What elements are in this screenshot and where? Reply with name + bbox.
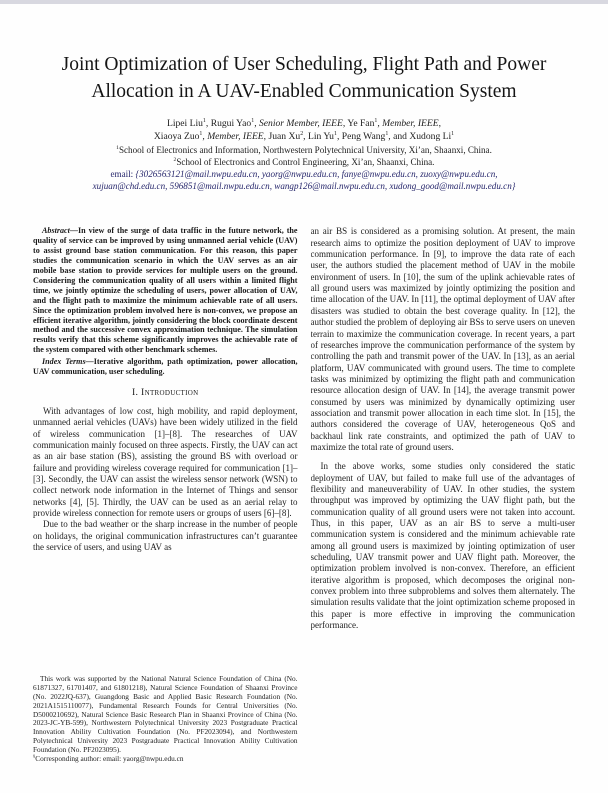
author-name: Xiaoya Zuo bbox=[153, 130, 200, 142]
corresponding-author-note: §Corresponding author: email: yaorg@nwpu.edu.cn bbox=[33, 753, 184, 763]
author-name: , Juan Xu bbox=[263, 130, 301, 142]
intro-paragraph-1: With advantages of low cost, high mobility, and rapid deployment, unmanned aerial vehicles (UAVs) have been widely utilized in the field of wireless communication [1]–[8]. The researches of UAV communication mainly focused on three aspects. Firstly, the UAV can act as an air base station (BS), assisting the ground BS with overload or failure and providing wireless coverage required for communication [1]–[3]. Secondly, the UAV can assist the wireless sensor network (WSN) to collect network node information in the Internet of Things and sensor networks [4], [5]. Thirdly, the UAV can be used as an aerial relay to provide wireless connection for remote users or groups of users [6]–[8]. bbox=[33, 406, 298, 519]
email-addresses: {3026563121@mail.nwpu.edu.cn, yaorg@nwpu.edu.cn, fanye@nwpu.edu.cn, zuoxy@nwpu.edu.cn, bbox=[135, 169, 498, 179]
intro-paragraph-2: Due to the bad weather or the sharp increase in the number of people on holidays, the original communication infrastructures can’t guarantee the service of users, and using UAV as bbox=[33, 519, 298, 553]
affiliation-mark: 1 bbox=[199, 130, 203, 137]
affiliation-mark: 2 bbox=[173, 156, 177, 163]
email-line-2 bbox=[0, 180, 608, 192]
contribution-paragraph: In the above works, some studies only considered the static deployment of UAV, but failed to make full use of the advantages of flexibility and maneuverability of UAV. In other studies, the system throughput was improved by optimizing the UAV flight path, but the communication quality of all ground users were not taken into account. Thus, in this paper, UAV as an air BS to serve a multi-user communication system is considered and the minimum achievable rate among all ground users is maximized by jointing optimization of user scheduling, UAV transmit power and UAV flight path. Moreover, the optimization problem involved is non-convex. Therefore, an efficient iterative algorithm is proposed, which decomposes the original non-convex problem into three subproblems and solves them alternately. The simulation results validate that the joint optimization scheme proposed in this paper is more effective in improving the communication performance. bbox=[310, 461, 575, 631]
author-line-2: Xiaoya Zuo$^1$, Member, IEEE, Juan Xu$^2$, Lin Yu$^1$, Peng Wang$^1$, and Xudong Li$^1$ bbox=[153, 130, 455, 142]
corresponding-mark: § bbox=[33, 753, 36, 759]
affiliation-1: $^1$School of Electronics and Information, Northwestern Polytechnical University, Xi’an, Shaanxi, China. bbox=[116, 144, 492, 155]
member-grade: Member, IEEE bbox=[207, 130, 264, 142]
author-name: Lipei Liu bbox=[166, 118, 203, 129]
member-grade: Senior Member, IEEE bbox=[258, 118, 343, 129]
abstract-label: Abstract— bbox=[42, 226, 78, 236]
affiliation-mark: 1 bbox=[202, 117, 206, 124]
affiliation-mark: 1 bbox=[374, 117, 378, 124]
author-name: , Peng Wang bbox=[336, 130, 386, 142]
email-line-1 bbox=[0, 168, 608, 180]
two-column-body bbox=[33, 226, 575, 763]
affiliation-2: $^2$School of Electronics and Control Engineering, Xi’an, Shaanxi, China. bbox=[173, 156, 435, 167]
footnote-block bbox=[33, 675, 298, 763]
paper-title: Joint Optimization of User Scheduling, Flight Path and Power Allocation in A UAV-Enabled Communication System bbox=[61, 54, 547, 102]
author-name: , Ye Fan bbox=[342, 118, 375, 129]
affiliation-mark: 1 bbox=[451, 130, 455, 137]
right-column bbox=[311, 226, 576, 763]
author-name: , Lin Yu bbox=[303, 130, 334, 142]
funding-note: This work was supported by the National Natural Science Foundation of China (No. 61871327, 61701407, and 61801218), Natural Science Foundation of Shaanxi Province (No. 2022JQ-637), Guangdong Basic and Applied Basic Research Foundation (No. 2021A1515110077), Fundamental Research Founds for Central Universities (No. D5000210692), Natural Science Basic Research Plan in Shaanxi Province of China (No. 2023-JC-YB-599), Northwestern Polytechnical University 2023 Postgraduate Practical Innovation Ability Cultivation Foundation (No. PF2023094), and Northwestern Polytechnical University 2023 Postgraduate Practical Innovation Ability Cultivation Foundation (No. PF2023095). bbox=[33, 674, 298, 754]
index-terms-label: Index Terms— bbox=[42, 357, 94, 367]
left-column bbox=[33, 226, 298, 763]
scan-edge-artifact bbox=[0, 0, 608, 4]
author-block bbox=[0, 118, 608, 192]
author-name: , Rugui Yao bbox=[205, 118, 252, 129]
affiliation-mark: 1 bbox=[333, 130, 337, 137]
section-heading-introduction: I. Introduction bbox=[132, 387, 199, 398]
email-addresses: xujuan@chd.edu.cn, 596851@mail.nwpu.edu.cn, wangp126@mail.nwpu.edu.cn, xudong_good@mail.nwpu.edu.cn} bbox=[92, 181, 516, 192]
author-name: , and Xudong Li bbox=[388, 130, 452, 142]
affiliation-mark: 1 bbox=[251, 117, 255, 124]
member-grade: Member, IEEE bbox=[382, 118, 439, 129]
email-label: email: bbox=[110, 169, 136, 179]
abstract-paragraph: Abstract—In view of the surge of data traffic in the future network, the quality of service can be improved by using unmanned aerial vehicle (UAV) to assist ground base station communication. For this reason, this paper studies the communication scenario in which the UAV serves as an air mobile base station to provide services for multiple users on the ground. Considering the communication quality of all users within a limited flight time, we jointly optimize the scheduling of users, power allocation of UAV, and the flight path to maximize the minimum achievable rate of all users. Since the optimization problem involved here is non-convex, we propose an efficient iterative algorithm, jointly considering the block coordinate descent method and the successive convex approximation technique. The simulation results verify that this scheme significantly improves the achievable rate of the system compared with other benchmark schemes. bbox=[33, 226, 298, 355]
affiliation-mark: 1 bbox=[116, 144, 119, 151]
affiliation-mark: 2 bbox=[300, 130, 304, 137]
index-terms-paragraph: Index Terms—Iterative algorithm, path optimization, power allocation, UAV communication, user scheduling. bbox=[33, 357, 298, 377]
author-line-1: Lipei Liu$^1$, Rugui Yao$^1$, Senior Member, IEEE, Ye Fan$^1$, Member, IEEE, bbox=[166, 117, 442, 129]
related-work-paragraph: an air BS is considered as a promising solution. At present, the main research aims to optimize the position deployment of UAV to improve communication performance. In [9], to improve the data rate of each user, the authors studied the placement method of UAV in the mobile environment of users. In [10], the sum of the uplink achievable rates of all ground users was maximized by jointly optimizing the position and time allocation of the UAV. In [11], the optimal deployment of UAV after disasters was studied to obtain the best coverage quality. In [12], the author studied the problem of deploying air BSs to serve users on uneven terrain to maximize the communication coverage. In recent years, a part of researches improve the communication performance of the system by controlling the path and transmit power of the UAV. In [13], as an aerial platform, UAV communicated with ground users. The time to complete tasks was minimized by optimizing the flight path and communication resource allocation design of UAV. In [14], the average transmit power consumed by users was minimized by dynamically optimizing user association and transmit power allocation in each time slot. In [15], the authors considered the coverage of UAV, heterogeneous QoS and backhaul link rate constraints, and optimized the path of UAV to maximize the total rate of ground users. bbox=[310, 226, 575, 452]
affiliation-mark: 1 bbox=[385, 130, 389, 137]
